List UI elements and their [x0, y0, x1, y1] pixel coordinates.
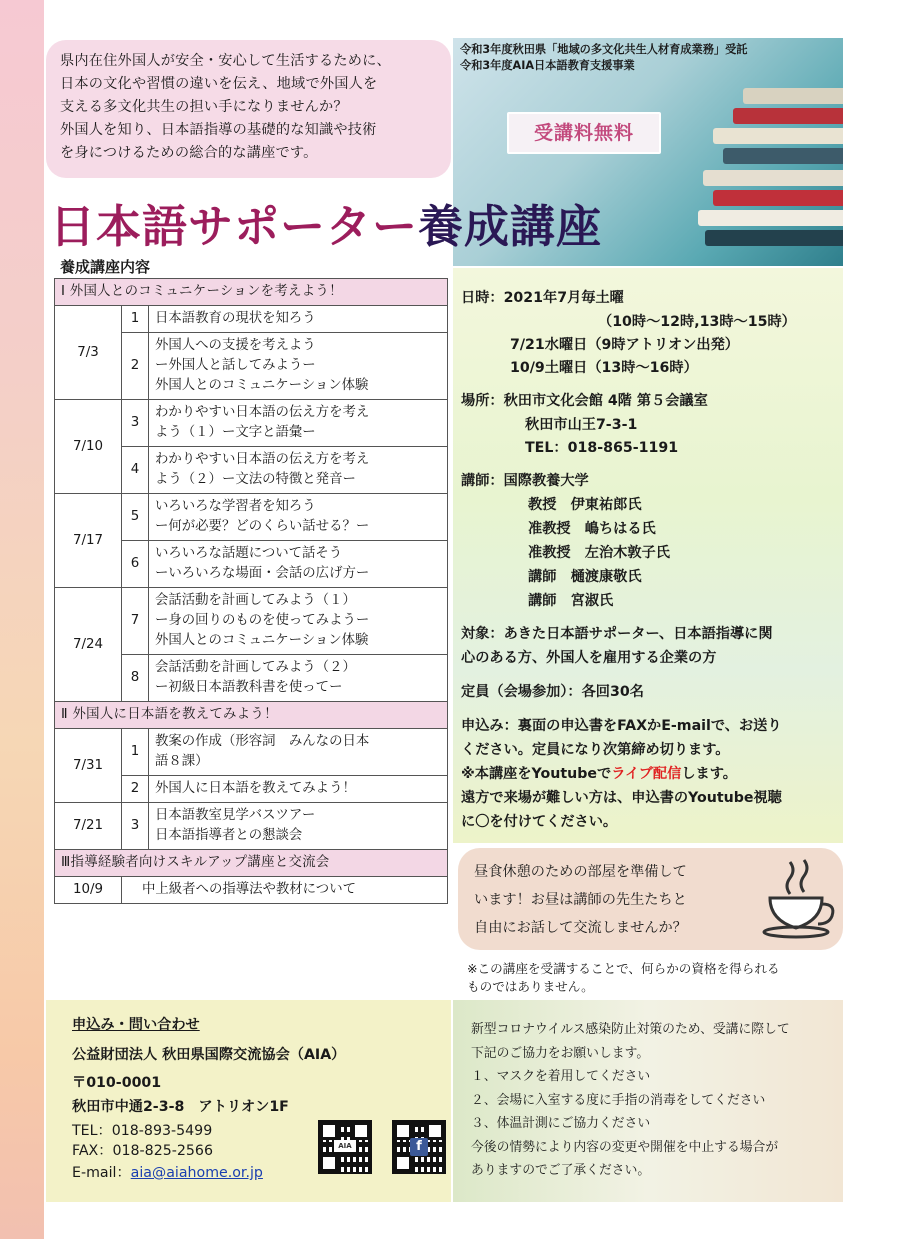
venue-tel: TEL：018-865-1191	[525, 440, 679, 456]
contact-tel: TEL：018-893-5499	[72, 1123, 213, 1139]
table-row	[55, 803, 448, 850]
live-stream-highlight: ライブ配信	[611, 766, 682, 782]
contact-postal-code: 〒010-0001	[72, 1075, 162, 1091]
course-number: 4	[122, 447, 149, 494]
qualification-notice	[467, 960, 780, 996]
lecturer-item: 准教授 左治木敦子氏	[528, 545, 670, 561]
section-2-title: Ⅱ 外国人に日本語を教えてみよう！	[55, 702, 448, 729]
course-title: 教案の作成（形容詞 みんなの日本 語８課）	[149, 729, 448, 776]
course-number: 5	[122, 494, 149, 541]
title-part-1: 日本語サポーター	[50, 200, 419, 253]
coffee-cup-icon	[760, 856, 840, 940]
sponsor-line-1: 令和3年度秋田県「地域の多文化共生人材育成業務」受託	[460, 43, 748, 56]
capacity: 定員（会場参加）：各回30名	[461, 684, 644, 700]
table-row	[55, 494, 448, 541]
section-row	[55, 702, 448, 729]
course-number: 8	[122, 655, 149, 702]
covid-line: ３、体温計測にご協力ください	[471, 1116, 651, 1131]
course-table	[54, 278, 448, 904]
course-number: 3	[122, 803, 149, 850]
table-row	[55, 877, 448, 904]
lunch-line: 自由にお話して交流しませんか？	[474, 920, 687, 936]
remote-line-2: に〇を付けてください。	[461, 814, 618, 830]
contact-fax: FAX：018-825-2566	[72, 1143, 213, 1159]
course-title: 日本語教室見学バスツアー 日本語指導者との懇談会	[149, 803, 448, 850]
course-number: 2	[122, 776, 149, 803]
sponsor-line-2: 令和3年度AIA日本語教育支援事業	[460, 59, 635, 72]
contact-organization: 公益財団法人 秋田県国際交流協会（AIA）	[72, 1047, 346, 1063]
covid-line: １、マスクを着用してください	[471, 1069, 651, 1084]
qr-code-label: AIA	[334, 1140, 356, 1152]
intro-line: 支える多文化共生の担い手になりませんか？	[60, 99, 348, 115]
covid-line: 下記のご協力をお願いします。	[471, 1045, 650, 1061]
course-date: 7/3	[55, 306, 122, 400]
lunch-text	[474, 858, 687, 942]
section-row	[55, 279, 448, 306]
lecturer-label: 講師：国際教養大学	[461, 473, 589, 489]
target-line-1: 対象：あきた日本語サポーター、日本語指導に関	[461, 626, 773, 642]
covid-notice	[471, 1018, 790, 1183]
apply-line-2: ください。定員になり次第締め切ります。	[461, 742, 730, 758]
lunch-line: います！お昼は講師の先生たちと	[474, 892, 687, 908]
covid-line: ２、会場に入室する度に手指の消毒をしてください	[471, 1092, 766, 1108]
course-title: 会話活動を計画してみよう（１） ー身の回りのものを使ってみようー 外国人とのコミュニケーション体験	[149, 588, 448, 655]
covid-line: ありますのでご了承ください。	[471, 1163, 651, 1178]
course-date: 7/24	[55, 588, 122, 702]
course-title: 外国人への支援を考えよう ー外国人と話してみようー 外国人とのコミュニケーション体験	[149, 333, 448, 400]
course-title: 会話活動を計画してみよう（２） ー初級日本語教科書を使ってー	[149, 655, 448, 702]
datetime-extra-2: 10/9土曜日（13時～16時）	[510, 360, 698, 376]
title-part-2: 養成講座	[418, 200, 603, 253]
datetime-extra-1: 7/21水曜日（9時アトリオン出発）	[510, 337, 739, 353]
apply-line-1: 申込み：裏面の申込書をFAXかE-mailで、お送り	[461, 718, 782, 734]
lecturer-item: 講師 樋渡康敬氏	[528, 569, 642, 585]
aia-qr-code[interactable]	[318, 1120, 372, 1174]
course-title: 中上級者への指導法や教材について	[122, 877, 448, 904]
contact-address: 秋田市中通2-3-8 アトリオン1F	[72, 1099, 289, 1115]
contact-email: E-mail：aia@aiahome.or.jp	[72, 1165, 263, 1181]
section-row	[55, 850, 448, 877]
course-number: 6	[122, 541, 149, 588]
target-line-2: 心のある方、外国人を雇用する企業の方	[461, 650, 717, 666]
intro-line: 日本の文化や習慣の違いを伝え、地域で外国人を	[60, 76, 378, 92]
covid-line: 今後の情勢により内容の変更や開催を中止する場合が	[471, 1139, 779, 1155]
course-number: 7	[122, 588, 149, 655]
course-date: 7/10	[55, 400, 122, 494]
section-1-title: Ⅰ 外国人とのコミュニケーションを考えよう！	[55, 279, 448, 306]
table-row	[55, 729, 448, 776]
section-3-title: Ⅲ指導経験者向けスキルアップ講座と交流会	[55, 850, 448, 877]
course-date: 10/9	[55, 877, 122, 904]
course-contents-heading: 養成講座内容	[60, 258, 151, 276]
lecturer-item: 教授 伊東祐郎氏	[528, 497, 642, 513]
books-stack-illustration	[653, 58, 843, 258]
sponsor-text	[460, 42, 747, 74]
intro-line: 外国人を知り、日本語指導の基礎的な知識や技術	[60, 122, 377, 138]
email-link[interactable]: aia@aiahome.or.jp	[130, 1165, 263, 1181]
course-number: 3	[122, 400, 149, 447]
page-title	[50, 190, 602, 255]
intro-box	[46, 40, 451, 178]
course-title: わかりやすい日本語の伝え方を考え よう（１）ー文字と語彙ー	[149, 400, 448, 447]
course-date: 7/17	[55, 494, 122, 588]
datetime-label: 日時：2021年7月毎土曜	[461, 290, 624, 306]
course-title: 外国人に日本語を教えてみよう！	[149, 776, 448, 803]
course-title: 日本語教育の現状を知ろう	[149, 306, 448, 333]
contact-heading: 申込み・問い合わせ	[72, 1017, 200, 1033]
intro-line: 県内在住外国人が安全・安心して生活するために、	[60, 53, 391, 69]
live-stream-notice: ※本講座をYoutubeでライブ配信します。	[461, 766, 737, 782]
course-date: 7/21	[55, 803, 122, 850]
venue-address: 秋田市山王7-3-1	[525, 417, 638, 433]
course-number: 1	[122, 729, 149, 776]
facebook-qr-code[interactable]	[392, 1120, 446, 1174]
notice-line-2: ものではありません。	[467, 979, 594, 994]
course-number: 2	[122, 333, 149, 400]
remote-line-1: 遠方で来場が難しい方は、申込書のYoutube視聴	[461, 790, 782, 806]
table-row	[55, 306, 448, 333]
table-row	[55, 400, 448, 447]
covid-line: 新型コロナウイルス感染防止対策のため、受講に際して	[471, 1022, 790, 1037]
course-date: 7/31	[55, 729, 122, 803]
datetime-hours: （10時～12時,13時～15時）	[598, 314, 796, 330]
facebook-icon: f	[410, 1138, 428, 1156]
intro-line: を身につけるための総合的な講座です。	[60, 145, 318, 161]
left-decorative-strip	[0, 0, 44, 1239]
course-title: わかりやすい日本語の伝え方を考え よう（２）ー文法の特徴と発音ー	[149, 447, 448, 494]
notice-line-1: ※この講座を受講することで、何らかの資格を得られる	[467, 961, 780, 976]
lunch-line: 昼食休憩のための部屋を準備して	[474, 864, 687, 880]
free-tuition-badge: 受講料無料	[507, 112, 661, 154]
lecturer-item: 准教授 嶋ちはる氏	[528, 521, 656, 537]
course-title: いろいろな話題について話そう ーいろいろな場面・会話の広げ方ー	[149, 541, 448, 588]
lecturer-item: 講師 宮淑氏	[528, 593, 614, 609]
course-number: 1	[122, 306, 149, 333]
venue-label: 場所：秋田市文化会館 4階 第５会議室	[461, 393, 708, 409]
table-row	[55, 588, 448, 655]
course-title: いろいろな学習者を知ろう ー何が必要？どのくらい話せる？ー	[149, 494, 448, 541]
